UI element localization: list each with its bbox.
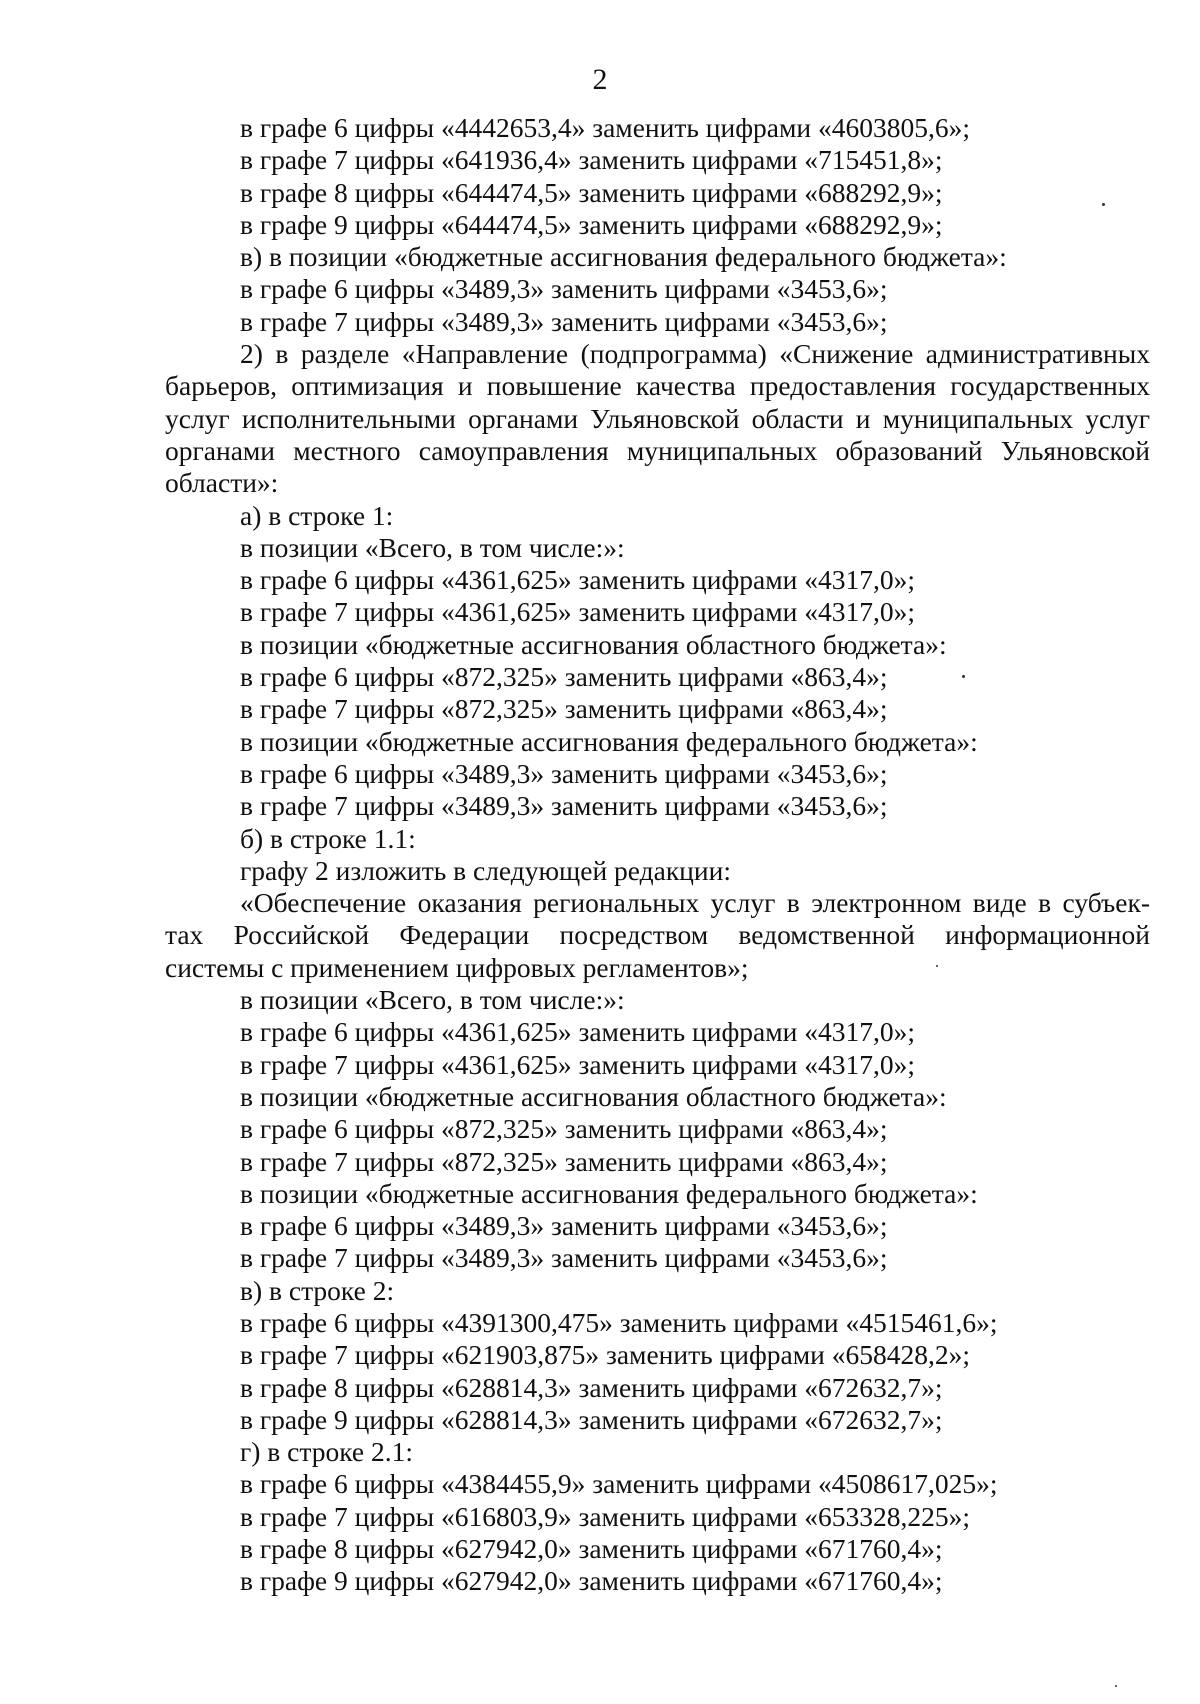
- text-line: в графе 6 цифры «3489,3» заменить цифрами «3453,6»;: [240, 757, 888, 789]
- block-c: [165, 984, 1150, 1598]
- paragraph-line: услуг исполнительными органами Ульяновской области и муниципальных услуг: [165, 402, 1150, 434]
- text-line: в графе 6 цифры «4361,625» заменить цифрами «4317,0»;: [240, 564, 915, 596]
- quote-paragraph: [165, 887, 1150, 984]
- text-line: в графе 8 цифры «628814,3» заменить цифрами «672632,7»;: [240, 1371, 943, 1403]
- text-line: в графе 6 цифры «4384455,9» заменить цифрами «4508617,025»;: [240, 1468, 998, 1500]
- block-a: [165, 112, 1150, 338]
- scan-speck: [962, 675, 965, 678]
- text-line: в графе 6 цифры «872,325» заменить цифрами «863,4»;: [240, 661, 888, 693]
- text-line: в позиции «бюджетные ассигнования федерального бюджета»:: [240, 1177, 978, 1209]
- page-number: 2: [592, 63, 608, 96]
- paragraph-line: «Обеспечение оказания региональных услуг в электронном виде в субъек-: [240, 887, 1150, 919]
- paragraph-line: области»:: [165, 467, 279, 499]
- text-line: в графе 7 цифры «621903,875» заменить цифрами «658428,2»;: [240, 1339, 970, 1371]
- text-line: в графе 6 цифры «3489,3» заменить цифрами «3453,6»;: [240, 1210, 888, 1242]
- text-line: а) в строке 1:: [240, 499, 394, 531]
- paragraph-line: тах Российской Федерации посредством ведомственной информационной: [165, 919, 1150, 951]
- text-line: в графе 8 цифры «627942,0» заменить цифрами «671760,4»;: [240, 1533, 943, 1565]
- text-line: в графе 6 цифры «4361,625» заменить цифрами «4317,0»;: [240, 1016, 915, 1048]
- text-line: в графе 7 цифры «4361,625» заменить цифрами «4317,0»;: [240, 1048, 915, 1080]
- scan-speck: [936, 965, 938, 967]
- text-line: в) в строке 2:: [240, 1274, 395, 1306]
- text-line: в графе 7 цифры «3489,3» заменить цифрами «3453,6»;: [240, 1242, 888, 1274]
- text-line: в графе 6 цифры «872,325» заменить цифрами «863,4»;: [240, 1113, 888, 1145]
- text-line: в графе 7 цифры «3489,3» заменить цифрами «3453,6»;: [240, 305, 888, 337]
- text-line: в позиции «Всего, в том числе:»:: [240, 531, 625, 563]
- paragraph-line: органами местного самоуправления муниципальных образований Ульяновской: [165, 434, 1150, 466]
- text-line: в графе 7 цифры «872,325» заменить цифрами «863,4»;: [240, 1145, 888, 1177]
- text-line: в позиции «бюджетные ассигнования областного бюджета»:: [240, 1080, 947, 1112]
- block-b: [165, 500, 1150, 888]
- text-line: в графе 7 цифры «616803,9» заменить цифрами «653328,225»;: [240, 1500, 970, 1532]
- text-line: в графе 9 цифры «627942,0» заменить цифрами «671760,4»;: [240, 1565, 943, 1597]
- text-line: в графе 7 цифры «3489,3» заменить цифрами «3453,6»;: [240, 790, 888, 822]
- text-line: в графе 6 цифры «3489,3» заменить цифрами «3453,6»;: [240, 273, 888, 305]
- text-line: в графе 6 цифры «4391300,475» заменить цифрами «4515461,6»;: [240, 1306, 998, 1338]
- text-line: в позиции «бюджетные ассигнования областного бюджета»:: [240, 628, 947, 660]
- scan-speck: [1115, 1685, 1117, 1687]
- text-line: в) в позиции «бюджетные ассигнования федерального бюджета»:: [240, 241, 1007, 273]
- text-line: в позиции «бюджетные ассигнования федерального бюджета»:: [240, 725, 978, 757]
- text-line: в графе 9 цифры «644474,5» заменить цифрами «688292,9»;: [240, 208, 943, 240]
- document-body: [165, 112, 1150, 1598]
- text-line: г) в строке 2.1:: [240, 1436, 414, 1468]
- paragraph-line: 2) в разделе «Направление (подпрограмма) «Снижение административных: [240, 338, 1150, 370]
- scan-speck: [1102, 203, 1105, 206]
- text-line: графу 2 изложить в следующей редакции:: [240, 854, 731, 886]
- text-line: б) в строке 1.1:: [240, 822, 416, 854]
- text-line: в графе 7 цифры «641936,4» заменить цифрами «715451,8»;: [240, 144, 943, 176]
- text-line: в графе 9 цифры «628814,3» заменить цифрами «672632,7»;: [240, 1403, 943, 1435]
- text-line: в графе 6 цифры «4442653,4» заменить цифрами «4603805,6»;: [240, 112, 970, 143]
- text-line: в графе 7 цифры «4361,625» заменить цифрами «4317,0»;: [240, 596, 915, 628]
- text-line: в позиции «Всего, в том числе:»:: [240, 984, 625, 1016]
- text-line: в графе 7 цифры «872,325» заменить цифрами «863,4»;: [240, 693, 888, 725]
- paragraph-line: барьеров, оптимизация и повышение качества предоставления государственных: [165, 370, 1150, 402]
- paragraph-line: системы с применением цифровых регламентов»;: [165, 951, 749, 983]
- section-paragraph: [165, 338, 1150, 499]
- text-line: в графе 8 цифры «644474,5» заменить цифрами «688292,9»;: [240, 176, 943, 208]
